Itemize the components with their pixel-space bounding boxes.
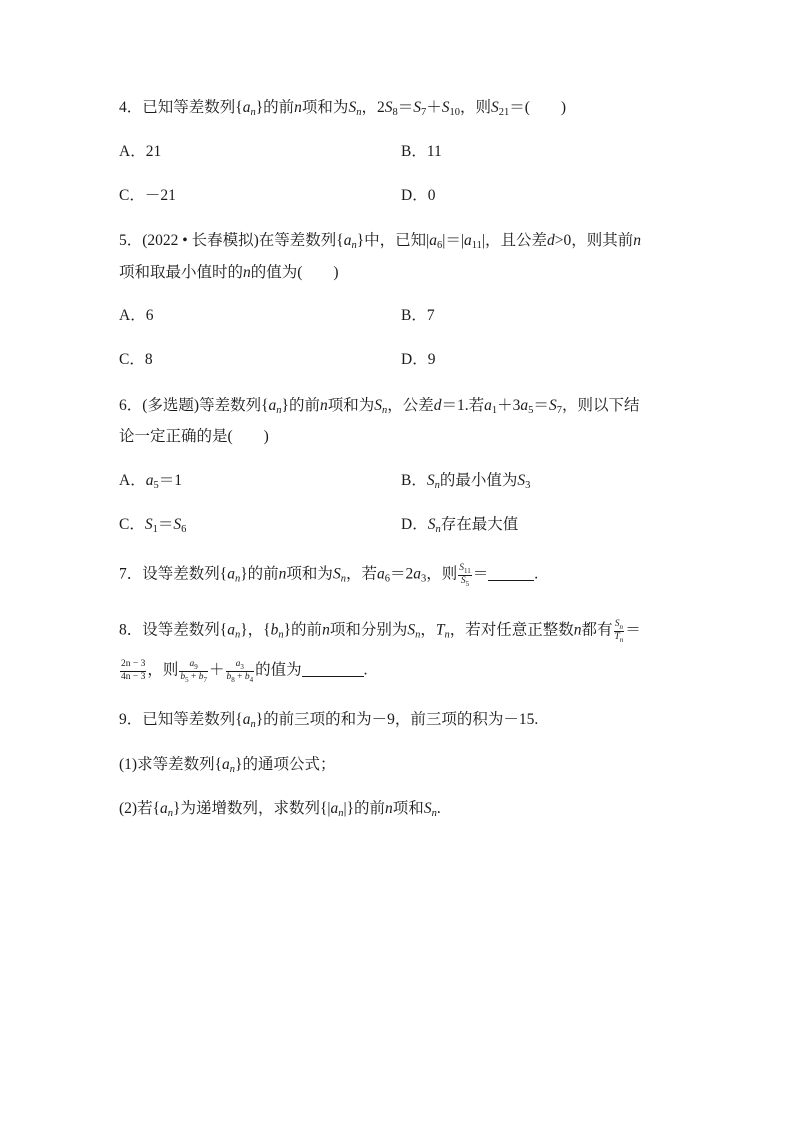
- q4-option-d: D．0: [401, 187, 436, 204]
- fraction-sn-over-tn: $\frac{S_n}{T_n}$: [614, 619, 624, 644]
- q6-option-a: A．$a_5=1$: [119, 472, 182, 491]
- question-number: 4．: [119, 99, 143, 116]
- q5-option-b: B．7: [401, 307, 435, 324]
- fraction-a9-over-b5-b7: $\frac{a_9}{b_5 + b_7}$: [180, 659, 207, 684]
- question-7: 7．设等差数列$\{a_n\}$的前n项和为$S_n$，若$a_6=2a_3$，则 $\frac{S_{11}}{S_5}$ ＝ .: [119, 563, 539, 588]
- q6-option-c: C．$S_1=S_6$: [119, 516, 187, 535]
- q5-option-a: A．6: [119, 307, 154, 324]
- question-5-line-2: 项和取最小值时的n的值为( ): [119, 264, 339, 281]
- q6-option-d: D．$S_n$存在最大值: [401, 516, 519, 535]
- fraction-2n-3-over-4n-3: $\frac{2n - 3}{4n - 3}$: [121, 659, 146, 682]
- question-5: 5．(2022 • 长春模拟)在等差数列$\{a_n\}$中，已知$|a_6|=|a_{11}|$，且公差d>0，则其前n: [119, 232, 641, 251]
- q6-option-b: B．$S_n$的最小值为$S_3$: [401, 472, 531, 491]
- q4-option-b: B．11: [401, 143, 442, 160]
- question-8-line-2: $\frac{2n - 3}{4n - 3}$ ，则 $\frac{a_9}{b_5 + b_7}$ ＋ $\frac{a_3}{b_8 + b_4}$ 的值为 .: [121, 659, 368, 684]
- q5-option-d: D．9: [401, 351, 436, 368]
- q4-option-a: A．21: [119, 143, 162, 160]
- question-9-part-2: (2)若$\{a_n\}$为递增数列，求数列$\{|a_n|\}$的前n项和$S_n$.: [119, 800, 441, 819]
- fraction-s11-over-s5: $\frac{S_{11}}{S_5}$: [459, 563, 471, 588]
- fraction-a3-over-b8-b4: $\frac{a_3}{b_8 + b_4}$: [226, 659, 254, 684]
- question-4: 4．已知等差数列$\{a_n\}$的前n项和为$S_n$，$2S_8=S_7+S_{10}$，则$S_{21}=$( ): [119, 99, 567, 118]
- q5-option-c: C．8: [119, 351, 153, 368]
- answer-blank: [488, 566, 534, 581]
- answer-blank: [302, 662, 364, 677]
- q4-option-c: C．－21: [119, 187, 176, 204]
- question-9-part-1: (1)求等差数列$\{a_n\}$的通项公式；: [119, 756, 336, 775]
- question-8: 8．设等差数列$\{a_n\}$，$\{b_n\}$的前n项和分别为$S_n$，$T_n$，若对任意正整数n都有 $\frac{S_n}{T_n}$ ＝: [119, 619, 641, 644]
- question-9: 9．已知等差数列$\{a_n\}$的前三项的和为－9，前三项的积为－15.: [119, 711, 539, 730]
- question-6: 6．(多选题)等差数列$\{a_n\}$的前n项和为$S_n$，公差d＝1.若$a_1+3a_5=S_7$，则以下结: [119, 397, 640, 416]
- question-6-line-2: 论一定正确的是( ): [119, 428, 269, 445]
